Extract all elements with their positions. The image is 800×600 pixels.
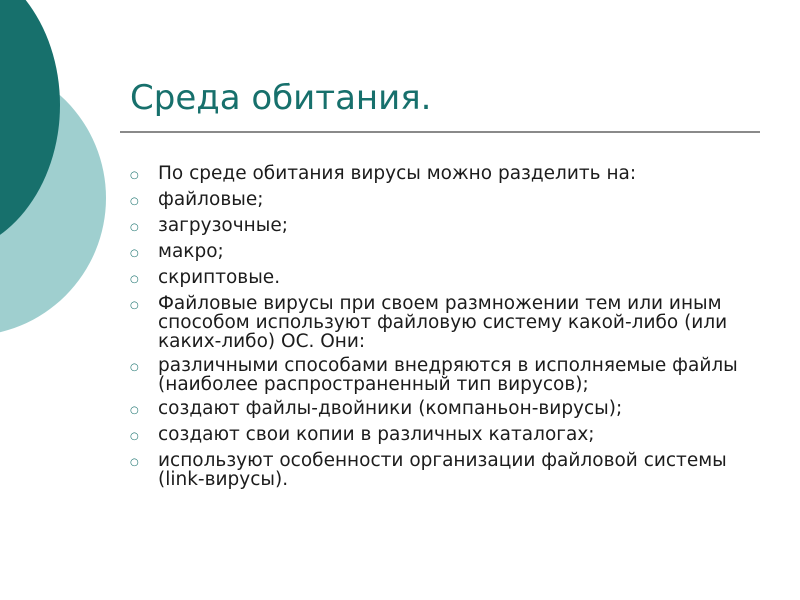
- bullet-text: По среде обитания вирусы можно разделить на:: [158, 163, 637, 184]
- bullet-list: [130, 164, 770, 494]
- bullet-text: файловые;: [158, 189, 264, 210]
- bullet-item: [130, 356, 770, 394]
- bullet-circle-icon: ○: [130, 405, 139, 416]
- bullet-circle-icon: ○: [130, 196, 139, 207]
- bullet-item: [130, 294, 770, 351]
- bullet-circle-icon: ○: [130, 300, 139, 311]
- bullet-item: [130, 190, 770, 211]
- bullet-circle-icon: ○: [130, 362, 139, 373]
- bullet-item: [130, 268, 770, 289]
- bullet-item: [130, 399, 770, 420]
- bullet-text: создают файлы-двойники (компаньон-вирусы);: [158, 398, 623, 419]
- bullet-circle-icon: ○: [130, 170, 139, 181]
- bullet-circle-icon: ○: [130, 274, 139, 285]
- bullet-text: скриптовые.: [158, 267, 281, 288]
- bullet-item: [130, 164, 770, 185]
- bullet-circle-icon: ○: [130, 431, 139, 442]
- bullet-item: [130, 451, 770, 489]
- bullet-text: макро;: [158, 241, 224, 262]
- bullet-text: Файловые вирусы при своем размножении тем или иным способом используют файловую систему какой-либо (или каких-либо) ОС. Они:: [158, 293, 728, 352]
- bullet-circle-icon: ○: [130, 222, 139, 233]
- bullet-item: [130, 425, 770, 446]
- bullet-circle-icon: ○: [130, 457, 139, 468]
- bullet-text: различными способами внедряются в исполняемые файлы (наиболее распространенный тип вирусов);: [158, 355, 738, 395]
- bullet-text: создают свои копии в различных каталогах;: [158, 424, 595, 445]
- slide-title: Среда обитания.: [130, 78, 432, 118]
- bullet-text: используют особенности организации файловой системы (link-вирусы).: [158, 450, 727, 490]
- bullet-text: загрузочные;: [158, 215, 288, 236]
- bullet-item: [130, 216, 770, 237]
- bullet-circle-icon: ○: [130, 248, 139, 259]
- title-divider: [120, 131, 760, 133]
- bullet-item: [130, 242, 770, 263]
